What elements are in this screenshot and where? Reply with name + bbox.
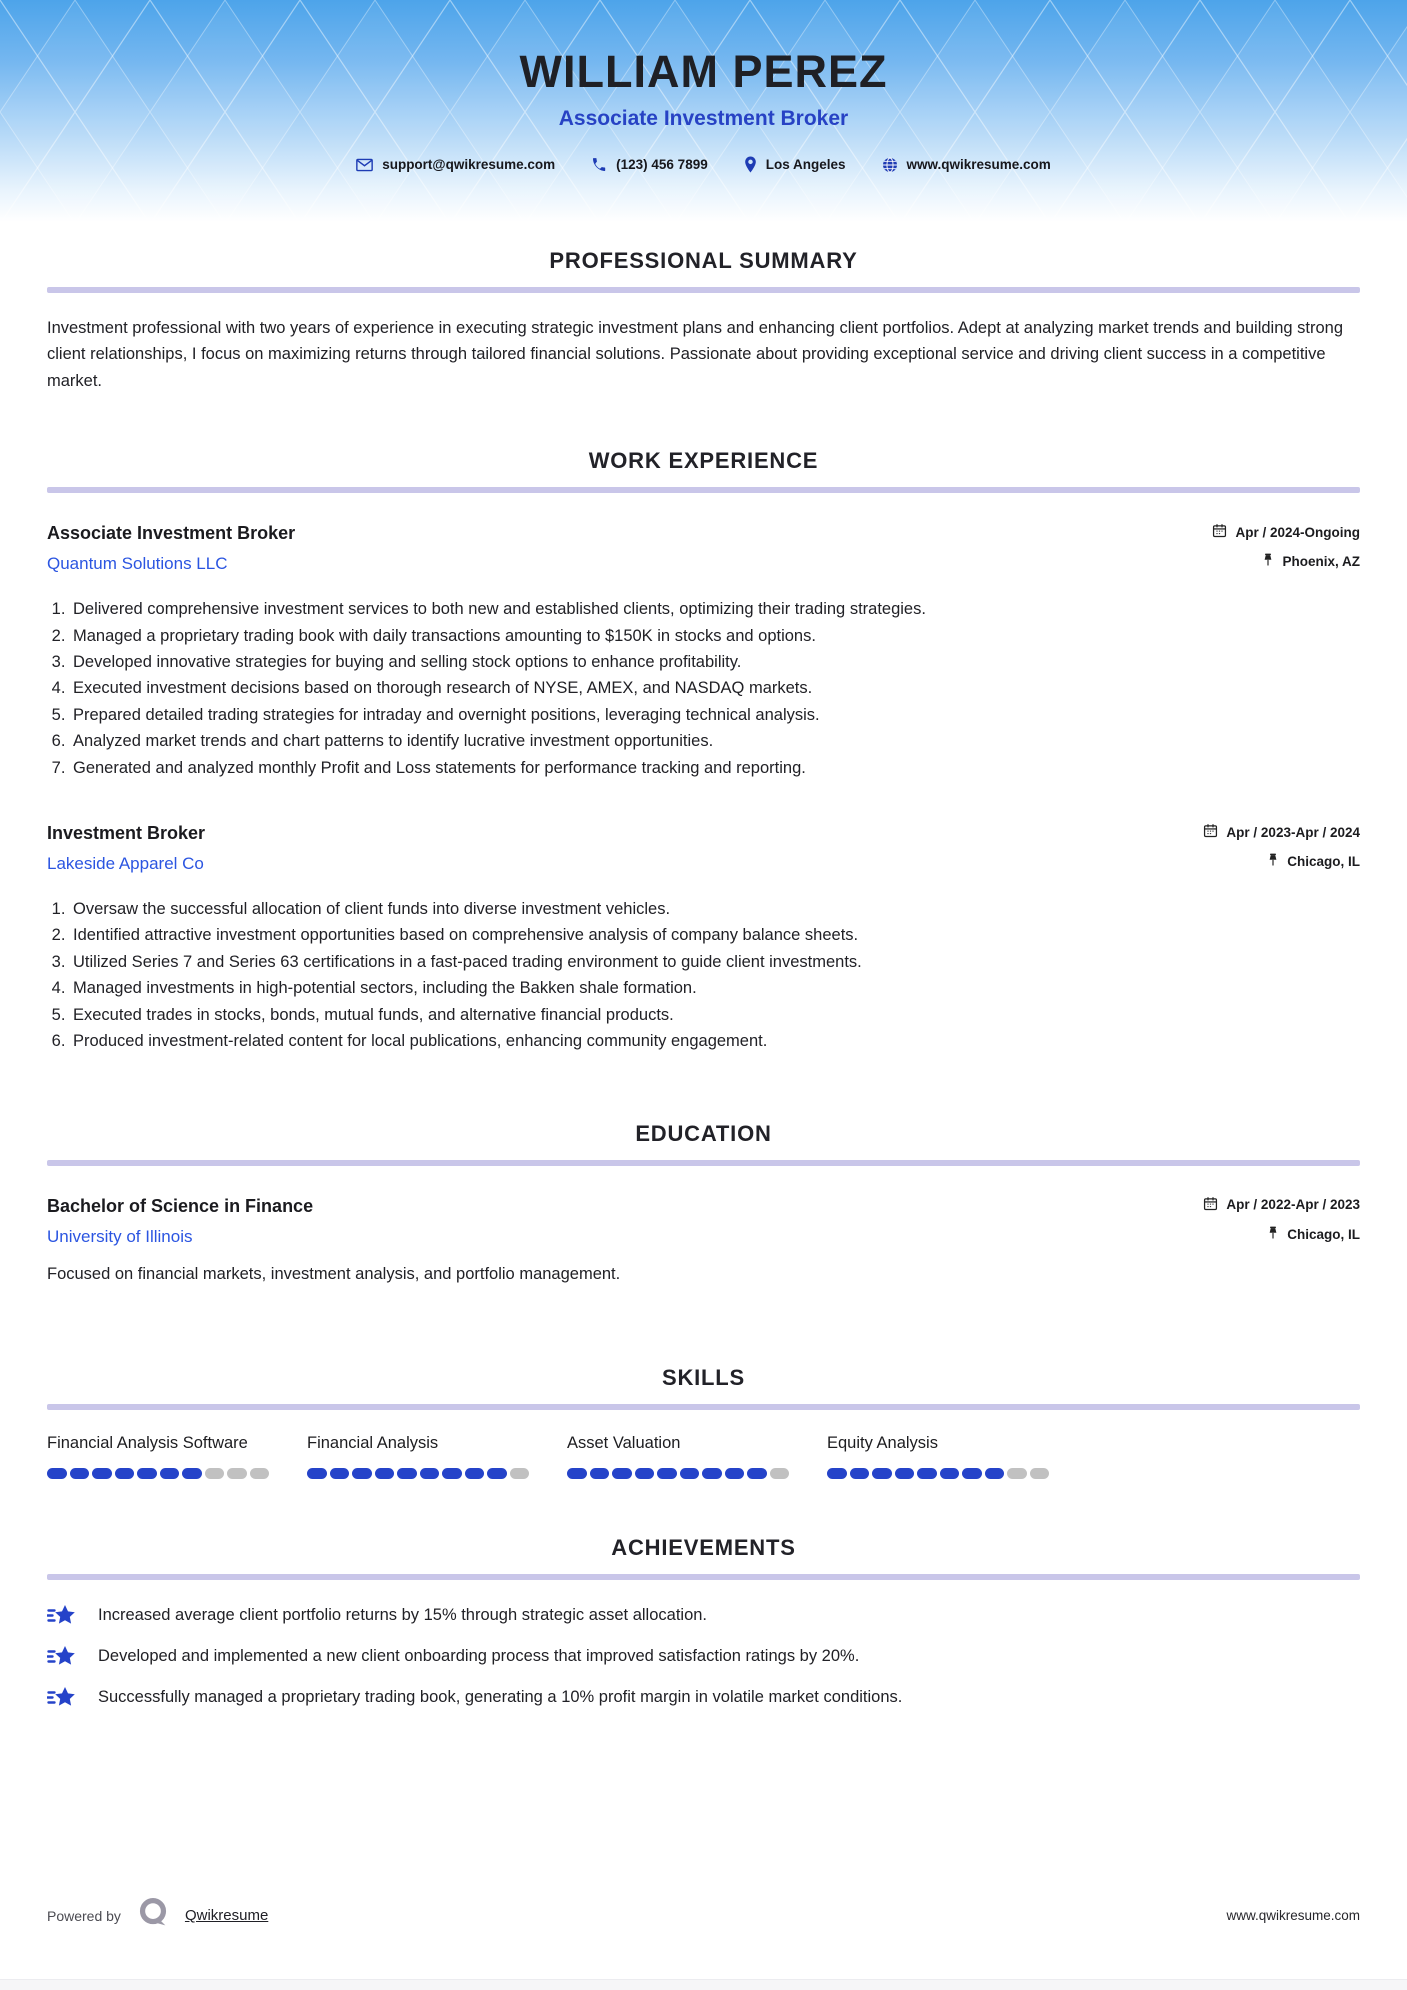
skill-item: [567, 1434, 789, 1479]
skills-heading: SKILLS: [661, 1364, 746, 1390]
skill-segment: [850, 1468, 870, 1479]
skill-segment: [985, 1468, 1005, 1479]
email-icon: [356, 158, 373, 172]
job-entry: [47, 823, 1360, 1054]
contact-email: [356, 157, 555, 172]
job-bullet: 2. Managed a proprietary trading book with daily transactions amounting to $150K in stocks and options.: [70, 623, 1360, 649]
skill-segment: [397, 1468, 417, 1479]
job-bullet-list: [47, 596, 1360, 781]
job-bullet: 7. Generated and analyzed monthly Profit and Loss statements for performance tracking and reporting.: [70, 755, 1360, 781]
skill-segment: [160, 1468, 180, 1479]
achievement-item: [47, 1602, 1360, 1630]
skill-level-bar: [307, 1468, 529, 1479]
contact-phone: [591, 157, 708, 173]
section-professional-summary: [0, 248, 1407, 394]
job-bullet-list: [47, 896, 1360, 1054]
skill-item: [307, 1434, 529, 1479]
skill-segment: [962, 1468, 982, 1479]
education-dates-row: [1203, 1196, 1360, 1214]
footer-website-link[interactable]: www.qwikresume.com: [1226, 1908, 1360, 1923]
job-bullet: 5. Prepared detailed trading strategies for intraday and overnight positions, leveraging technical analysis.: [70, 702, 1360, 728]
job-location-row: [1212, 553, 1360, 570]
school-link[interactable]: University of Illinois: [47, 1226, 193, 1246]
summary-text: Investment professional with two years of experience in executing strategic investment plans and enhancing client portfolios. Adept at analyzing market trends and building strong client relationships, I focus on maximizing returns through tailored financial solutions. Passionate about providing exceptional service and driving client success in a competitive market.: [47, 319, 1343, 390]
job-meta: [1203, 823, 1360, 870]
calendar-icon: [1203, 1196, 1218, 1214]
section-divider: [47, 1160, 1360, 1166]
education-location: Chicago, IL: [1287, 1226, 1360, 1242]
education-heading: EDUCATION: [635, 1120, 772, 1146]
job-bullet: 1. Delivered comprehensive investment services to both new and established clients, optimizing their trading strategies.: [70, 596, 1360, 622]
contact-email-text: support@qwikresume.com: [382, 157, 556, 172]
skill-segment: [612, 1468, 632, 1479]
skill-segment: [725, 1468, 745, 1479]
skill-segment: [182, 1468, 202, 1479]
skill-name: Financial Analysis: [307, 1433, 439, 1452]
skill-segment: [205, 1468, 225, 1479]
skill-segment: [917, 1468, 937, 1479]
skill-segment: [1007, 1468, 1027, 1479]
skill-name: Equity Analysis: [827, 1433, 938, 1452]
shooting-star-icon: [47, 1685, 77, 1711]
calendar-icon: [1203, 823, 1218, 841]
section-divider: [47, 1404, 1360, 1410]
education-dates: Apr / 2022-Apr / 2023: [1226, 1197, 1360, 1212]
job-bullet: 6. Analyzed market trends and chart patterns to identify lucrative investment opportunities.: [70, 728, 1360, 754]
skill-segment: [657, 1468, 677, 1479]
job-dates-row: [1212, 523, 1360, 541]
skill-segment: [420, 1468, 440, 1479]
contact-location: [744, 156, 846, 173]
shooting-star-icon: [47, 1603, 77, 1629]
achievement-text: Successfully managed a proprietary trading book, generating a 10% profit margin in volatile market conditions.: [98, 1688, 903, 1707]
section-divider: [47, 1574, 1360, 1580]
skill-segment: [827, 1468, 847, 1479]
job-bullet: 6. Produced investment-related content for local publications, enhancing community engagement.: [70, 1028, 1360, 1054]
skill-segment: [680, 1468, 700, 1479]
education-entry: [47, 1196, 1360, 1287]
skill-segment: [375, 1468, 395, 1479]
skill-segment: [567, 1468, 587, 1479]
candidate-name: WILLIAM PEREZ: [519, 46, 888, 97]
contact-location-text: Los Angeles: [765, 157, 846, 172]
job-bullet: 5. Executed trades in stocks, bonds, mutual funds, and alternative financial products.: [70, 1002, 1360, 1028]
skill-segment: [307, 1468, 327, 1479]
skill-item: [47, 1434, 269, 1479]
skill-segment: [747, 1468, 767, 1479]
job-meta: [1212, 523, 1360, 570]
contact-website: [882, 157, 1051, 173]
skill-segment: [330, 1468, 350, 1479]
job-bullet: 4. Managed investments in high-potential sectors, including the Bakken shale formation.: [70, 975, 1360, 1001]
achievements-heading: ACHIEVEMENTS: [611, 1534, 796, 1560]
job-location: Phoenix, AZ: [1282, 554, 1360, 570]
summary-heading: PROFESSIONAL SUMMARY: [549, 248, 858, 273]
skill-segment: [115, 1468, 135, 1479]
achievements-list: [47, 1602, 1360, 1712]
skill-level-bar: [47, 1468, 269, 1479]
skill-name: Financial Analysis Software: [47, 1433, 248, 1452]
section-skills: [0, 1365, 1407, 1479]
job-bullet: 4. Executed investment decisions based on thorough research of NYSE, AMEX, and NASDAQ markets.: [70, 675, 1360, 701]
contact-website-text: www.qwikresume.com: [906, 157, 1051, 172]
pushpin-icon: [1267, 1226, 1279, 1243]
qwikresume-link[interactable]: Qwikresume: [184, 1907, 269, 1924]
skill-segment: [47, 1468, 67, 1479]
work-experience-heading: WORK EXPERIENCE: [588, 448, 819, 474]
skill-name: Asset Valuation: [567, 1433, 681, 1452]
job-entry: [47, 523, 1360, 781]
skill-item: [827, 1434, 1049, 1479]
section-achievements: [0, 1535, 1407, 1712]
achievement-item: [47, 1643, 1360, 1671]
skill-segment: [352, 1468, 372, 1479]
job-bullet: 3. Developed innovative strategies for buying and selling stock options to enhance profitability.: [70, 649, 1360, 675]
powered-by-label: Powered by: [47, 1907, 121, 1924]
skill-segment: [770, 1468, 790, 1479]
education-location-row: [1203, 1226, 1360, 1243]
job-location: Chicago, IL: [1287, 854, 1360, 870]
job-bullet: 1. Oversaw the successful allocation of client funds into diverse investment vehicles.: [70, 896, 1360, 922]
skill-segment: [70, 1468, 90, 1479]
job-bullet: 2. Identified attractive investment opportunities based on comprehensive analysis of company balance sheets.: [70, 922, 1360, 948]
page-footer: [0, 1894, 1407, 1937]
skill-segment: [872, 1468, 892, 1479]
degree-title: Bachelor of Science in Finance: [47, 1195, 314, 1216]
achievement-text: Increased average client portfolio returns by 15% through strategic asset allocation.: [98, 1606, 708, 1625]
achievement-item: [47, 1684, 1360, 1712]
skill-segment: [465, 1468, 485, 1479]
contact-phone-text: (123) 456 7899: [616, 157, 708, 172]
job-title: Associate Investment Broker: [47, 523, 296, 544]
job-bullet: 3. Utilized Series 7 and Series 63 certifications in a fast-paced trading environment to guide client investments.: [70, 949, 1360, 975]
skill-segment: [442, 1468, 462, 1479]
job-dates: Apr / 2023-Apr / 2024: [1226, 824, 1360, 840]
candidate-title: Associate Investment Broker: [558, 107, 849, 130]
location-pin-icon: [744, 156, 757, 173]
skill-segment: [940, 1468, 960, 1479]
next-page-edge: [0, 1979, 1407, 1990]
skill-segment: [227, 1468, 247, 1479]
section-education: [0, 1121, 1407, 1287]
powered-by: [47, 1894, 268, 1937]
skill-segment: [590, 1468, 610, 1479]
contact-row: [0, 156, 1407, 173]
skill-segment: [250, 1468, 270, 1479]
skill-segment: [137, 1468, 157, 1479]
skill-segment: [895, 1468, 915, 1479]
skill-segment: [92, 1468, 112, 1479]
job-title: Investment Broker: [47, 823, 206, 844]
calendar-icon: [1212, 523, 1227, 541]
globe-icon: [882, 157, 898, 173]
skill-segment: [510, 1468, 530, 1479]
job-dates: Apr / 2024-Ongoing: [1235, 524, 1360, 540]
section-work-experience: [0, 448, 1407, 1054]
achievement-text: Developed and implemented a new client onboarding process that improved satisfaction ratings by 20%.: [98, 1647, 860, 1666]
qwikresume-logo-icon: [134, 1894, 172, 1937]
phone-icon: [591, 157, 607, 173]
skills-grid: [47, 1434, 1360, 1479]
education-description: Focused on financial markets, investment analysis, and portfolio management.: [47, 1264, 621, 1283]
skill-segment: [1030, 1468, 1050, 1479]
company-link[interactable]: Quantum Solutions LLC: [47, 554, 228, 574]
skill-segment: [635, 1468, 655, 1479]
pushpin-icon: [1262, 553, 1274, 570]
skill-level-bar: [827, 1468, 1049, 1479]
job-dates-row: [1203, 823, 1360, 841]
education-meta: [1203, 1196, 1360, 1243]
skill-segment: [702, 1468, 722, 1479]
header-banner: [0, 0, 1407, 222]
pushpin-icon: [1267, 853, 1279, 870]
section-divider: [47, 287, 1360, 293]
job-location-row: [1203, 853, 1360, 870]
company-link[interactable]: Lakeside Apparel Co: [47, 854, 204, 874]
skill-level-bar: [567, 1468, 789, 1479]
skill-segment: [487, 1468, 507, 1479]
shooting-star-icon: [47, 1644, 77, 1670]
section-divider: [47, 487, 1360, 493]
